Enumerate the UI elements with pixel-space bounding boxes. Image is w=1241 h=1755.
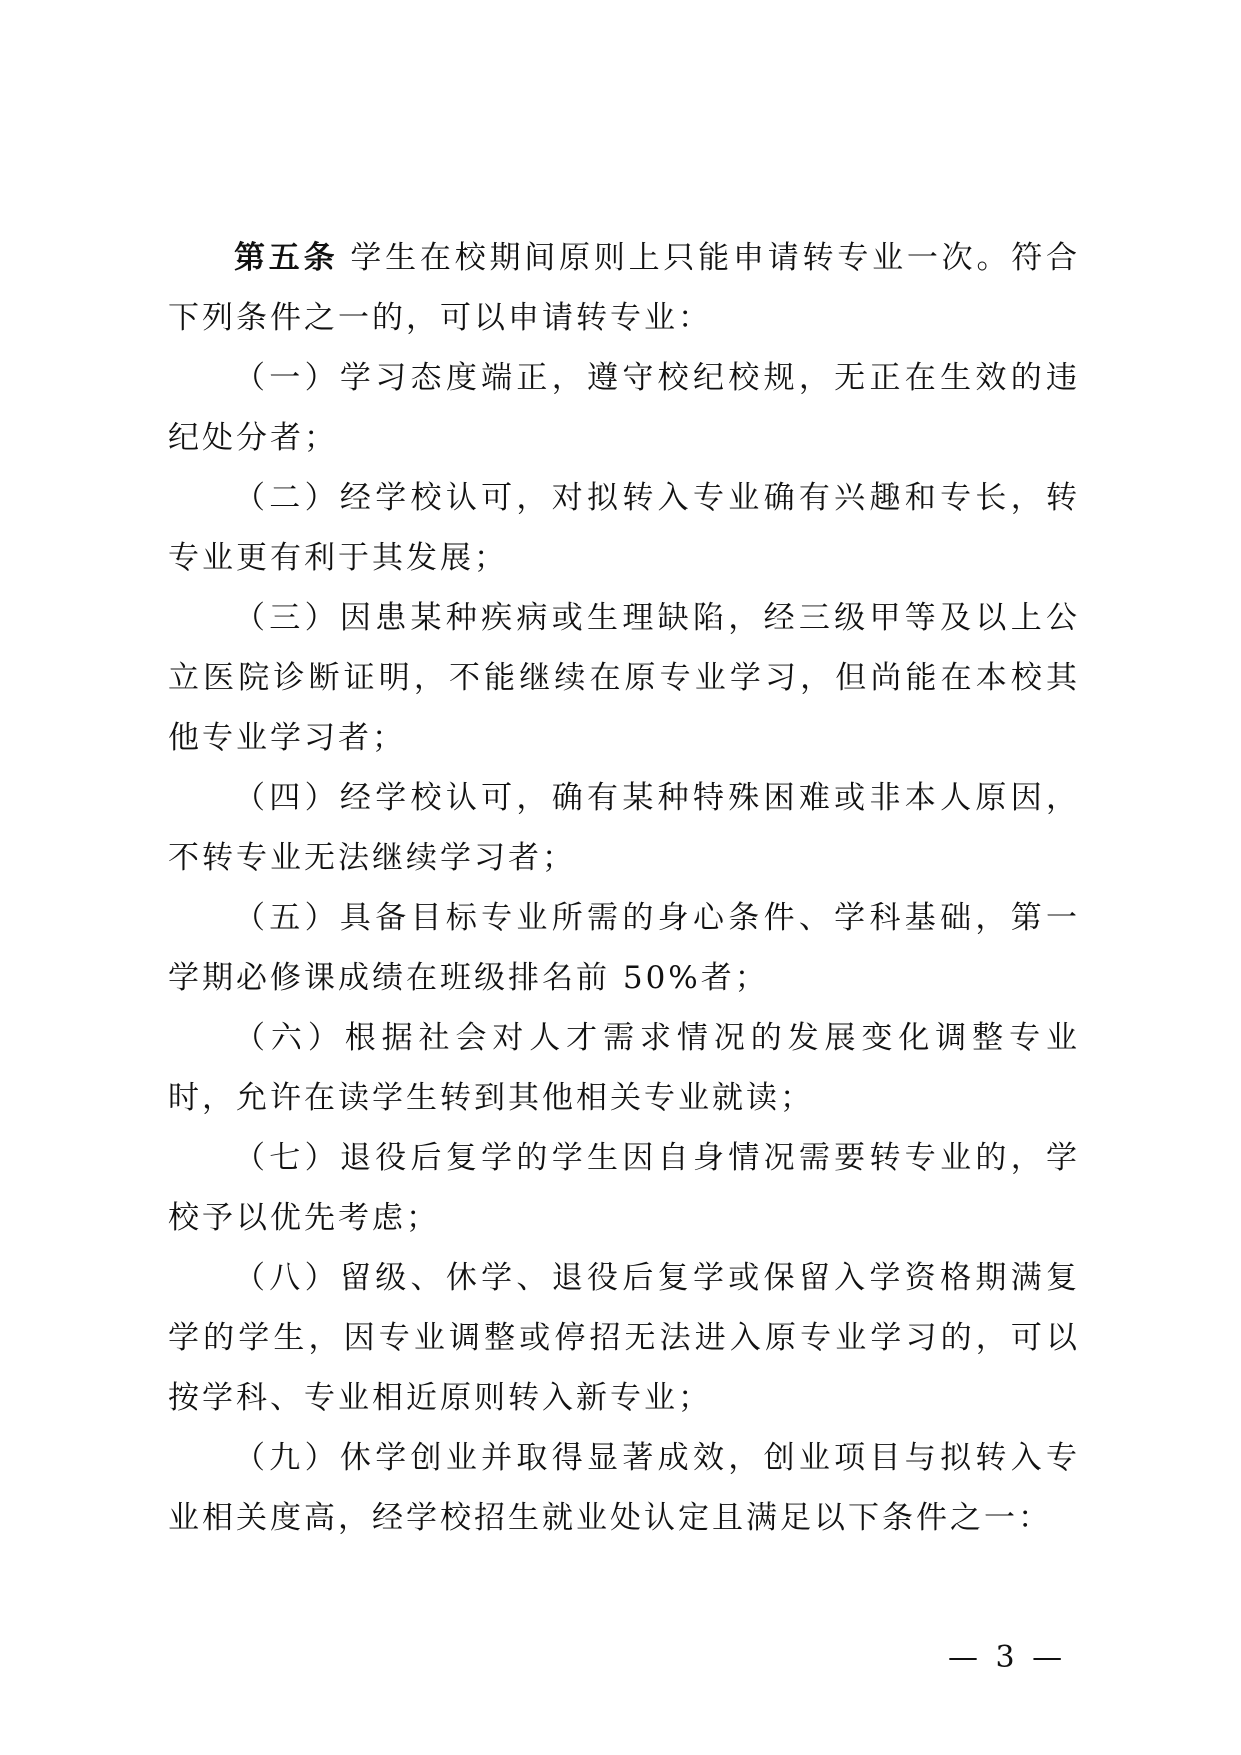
- page-number: — 3 —: [948, 1640, 1067, 1675]
- list-item: （七）退役后复学的学生因自身情况需要转专业的，学校予以优先考虑；: [168, 1140, 1080, 1236]
- document-body: [168, 228, 1080, 1548]
- list-item: （三）因患某种疾病或生理缺陷，经三级甲等及以上公立医院诊断证明，不能继续在原专业学习，但尚能在本校其他专业学习者；: [168, 600, 1080, 756]
- list-item: （二）经学校认可，对拟转入专业确有兴趣和专长，转专业更有利于其发展；: [168, 480, 1080, 576]
- list-item: （一）学习态度端正，遵守校纪校规，无正在生效的违纪处分者；: [168, 360, 1080, 456]
- list-item: （八）留级、休学、退役后复学或保留入学资格期满复学的学生，因专业调整或停招无法进入原专业学习的，可以按学科、专业相近原则转入新专业；: [168, 1260, 1080, 1416]
- list-item: （五）具备目标专业所需的身心条件、学科基础，第一学期必修课成绩在班级排名前 50%者；: [168, 900, 1080, 996]
- article-heading: 第五条: [234, 240, 339, 276]
- list-item: （九）休学创业并取得显著成效，创业项目与拟转入专业相关度高，经学校招生就业处认定且满足以下条件之一：: [168, 1440, 1080, 1536]
- article-text: 学生在校期间原则上只能申请转专业一次。符合下列条件之一的，可以申请转专业：: [168, 240, 1081, 336]
- list-item: （六）根据社会对人才需求情况的发展变化调整专业时，允许在读学生转到其他相关专业就读；: [168, 1020, 1080, 1116]
- list-item: （四）经学校认可，确有某种特殊困难或非本人原因，不转专业无法继续学习者；: [168, 780, 1080, 876]
- article-paragraph: [168, 228, 1080, 348]
